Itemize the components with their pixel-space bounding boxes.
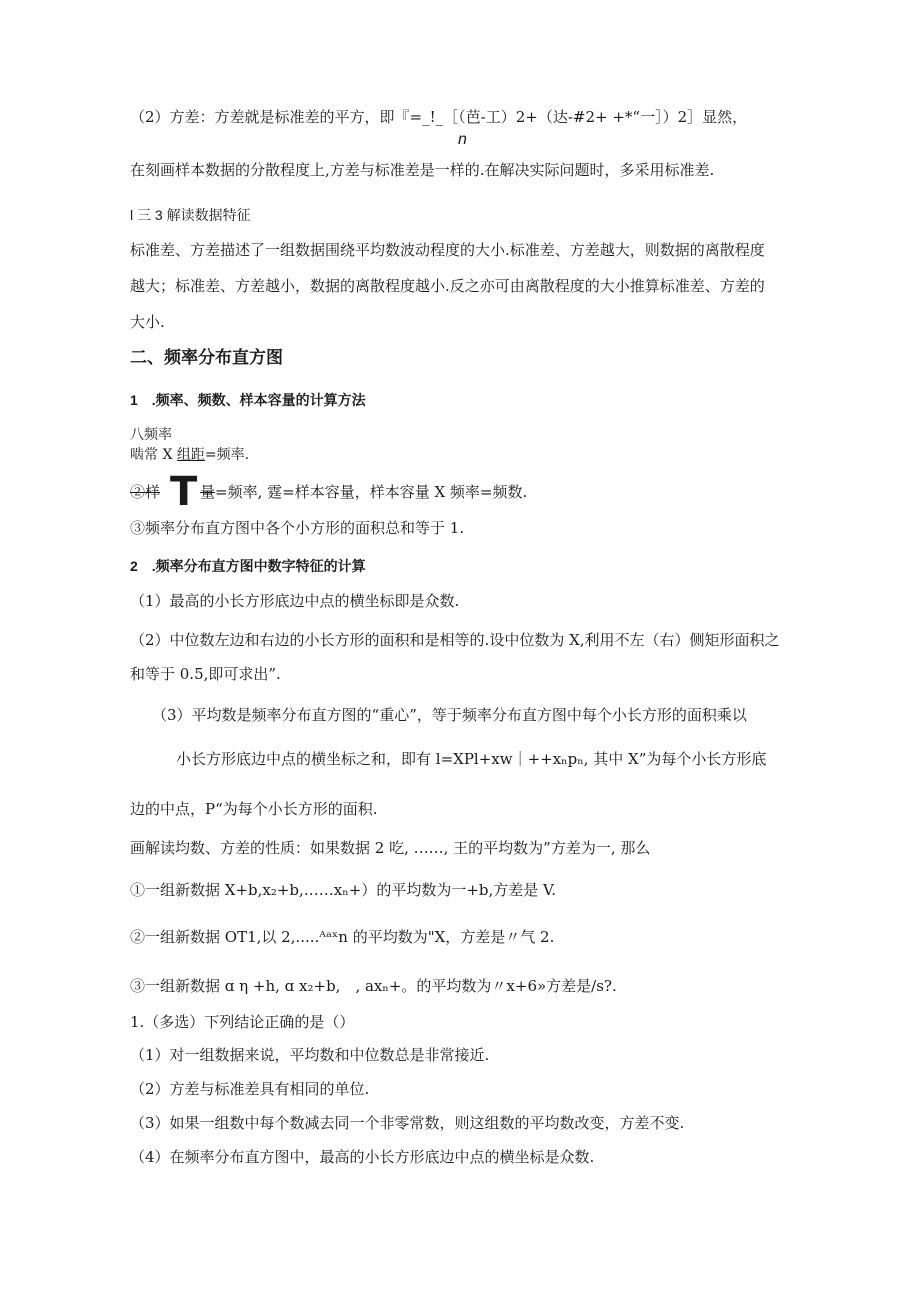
calc-median-1: （2）中位数左边和右边的小长方形的面积和是相等的.设中位数为 X,利用不左（右）侧矩形面积之 [130, 631, 780, 649]
exercise-option-1: （1）对一组数据来说，平均数和中位数总是非常接近. [130, 1046, 490, 1064]
props-item-1: ①一组新数据 X+b,x₂+b,……xₙ+）的平均数为一+b,方差是 V. [130, 881, 557, 899]
big-t-glyph: T [170, 469, 198, 515]
exercise-option-4: （4）在频率分布直方图中，最高的小长方形底边中点的横坐标是众数. [130, 1148, 595, 1166]
interpret-para-1: 标准差、方差描述了一组数据围绕平均数波动程度的大小.标准差、方差越大，则数据的离散程度 [130, 241, 765, 259]
interpret-para-3: 大小. [130, 313, 165, 331]
formula-line-2 [130, 445, 249, 465]
formula-line-4: ③频率分布直方图中各个小方形的面积总和等于 1. [130, 519, 465, 537]
variance-line-1: （2）方差：方差就是标准差的平方，即『=_!_［（芭-工）2+（达-#2+ +*“一］）2］显然， [130, 108, 748, 126]
variance-line-2: 在刻画样本数据的分散程度上,方差与标准差是一样的.在解决实际问题时，多采用标准差. [130, 161, 715, 179]
exercise-option-3: （3）如果一组数中每个数减去同一个非零常数，则这组数的平均数改变，方差不变. [130, 1114, 685, 1132]
histogram-heading: 二、频率分布直方图 [130, 348, 283, 368]
formula-line-2-a: 啮常 X [130, 447, 177, 463]
variance-n-label: n [458, 131, 467, 148]
formula-line-2-c: =频率. [204, 447, 250, 463]
exercise-option-2: （2）方差与标准差具有相同的单位. [130, 1080, 370, 1098]
calc-mean-2: 小长方形底边中点的横坐标之和，即有 l=XPl+xw｜++xₙpₙ, 其中 X”为每个小长方形底 [176, 750, 767, 768]
interpret-heading: l 三 3 解读数据特征 [130, 207, 251, 223]
formula-line-1: 八频率 [130, 427, 172, 443]
formula-line-2-b: 组距 [176, 447, 205, 463]
props-item-2: ②一组新数据 OT1,以 2,.....ᴬᵃˣn 的平均数为"X，方差是〃气 2. [130, 928, 555, 946]
props-intro: 画解读均数、方差的性质：如果数据 2 吃, ……, 王的平均数为”方差为一, 那么 [130, 839, 651, 857]
calc-median-2: 和等于 0.5,即可求出”. [130, 665, 281, 683]
formula-line-3-d: =频率, 霆=样本容量，样本容量 X 频率=频数. [215, 483, 528, 501]
formula-line-3-c: 量 [200, 483, 216, 501]
props-item-3: ③一组新数据 ɑ η +h, ɑ x₂+b, , axₙ+。的平均数为〃x+6»方差是/s?. [130, 977, 617, 995]
calc-mean-3: 边的中点，P“为每个小长方形的面积. [130, 800, 378, 818]
calc-mode: （1）最高的小长方形底边中点的横坐标即是众数. [130, 592, 460, 610]
formula-line-3-a: ②样 [130, 483, 161, 501]
histogram-sub-2: 2 .频率分布直方图中数字特征的计算 [130, 558, 366, 574]
exercise-question: 1.（多选）下列结论正确的是（） [130, 1013, 355, 1031]
interpret-para-2: 越大；标准差、方差越小，数据的离散程度越小.反之亦可由离散程度的大小推算标准差、方差的 [130, 277, 765, 295]
calc-mean-1: （3）平均数是频率分布直方图的“重心”，等于频率分布直方图中每个小长方形的面积乘以 [152, 706, 747, 724]
histogram-sub-1: 1 .频率、频数、样本容量的计算方法 [130, 392, 366, 408]
